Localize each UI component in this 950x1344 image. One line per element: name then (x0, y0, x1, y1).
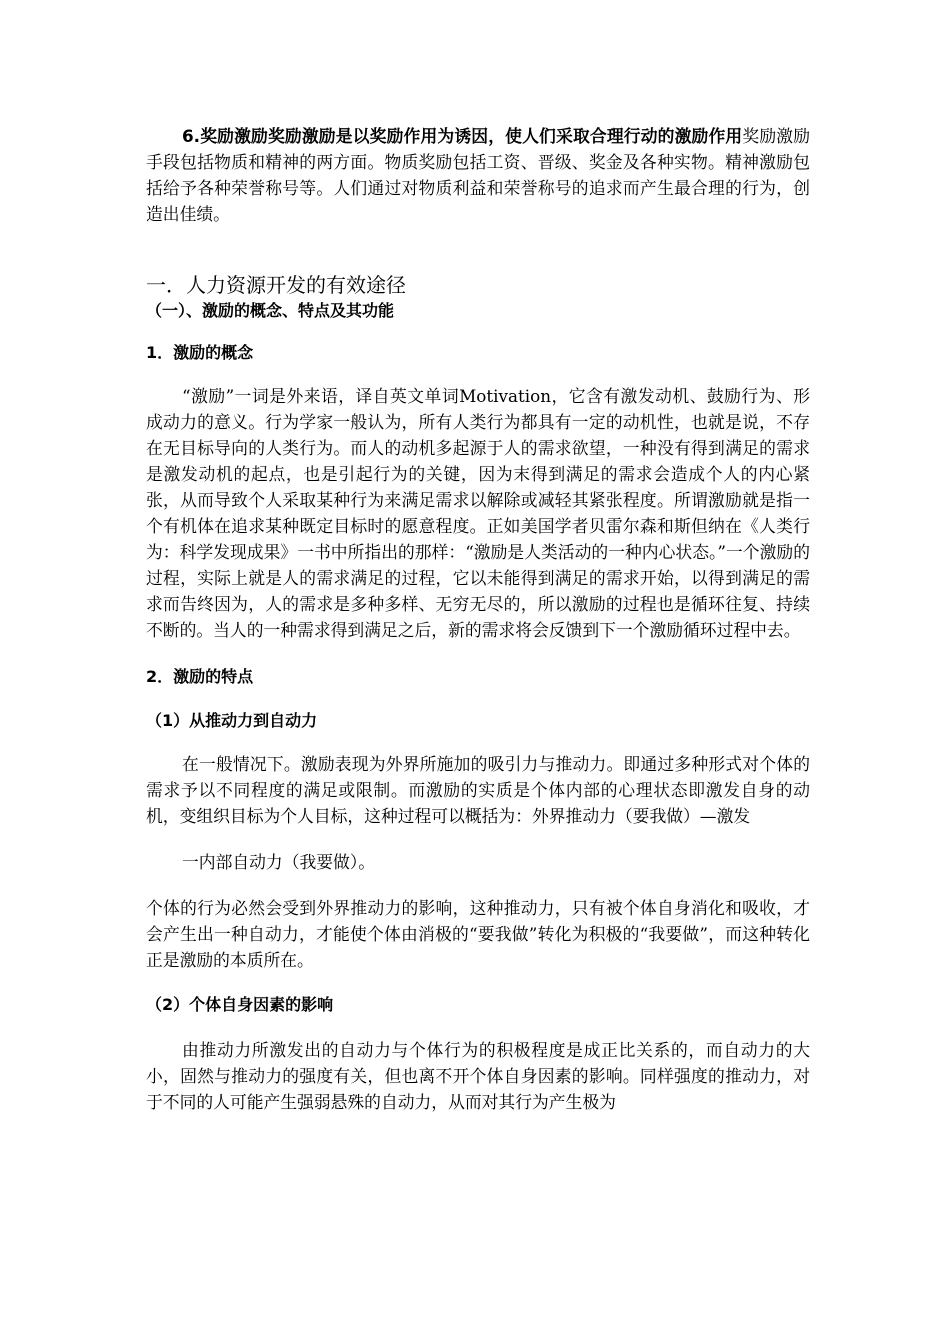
feature-2-title: （2）个体自身因素的影响 (146, 995, 334, 1014)
intro-lead: 6.奖励激励奖励激励是以奖励作用为诱因，使人们采取合理行动的激励作用 (182, 126, 743, 146)
features-heading: 2．激励的特点 (146, 667, 254, 686)
section-title: 一．人力资源开发的有效途径 (146, 273, 406, 297)
feature-1-paragraph-2: 一内部自动力（我要做）。 (182, 852, 375, 872)
feature-1-paragraph-1: 在一般情况下。激励表现为外界所施加的吸引力与推动力。即通过多种形式对个体的需求予以不同程度的满足或限制。而激励的实质是个体内部的心理状态即激发自身的动机，变组织目标为个人目标，这种过程可以概括为：外界推动力（要我做）—激发 (146, 754, 810, 826)
document-page (146, 123, 810, 1115)
feature-2-paragraph: 由推动力所激发出的自动力与个体行为的积极程度是成正比关系的，而自动力的大小，固然与推动力的强度有关，但也离不开个体自身因素的影响。同样强度的推动力，对于不同的人可能产生强弱悬殊的自动力，从而对其行为产生极为 (146, 1040, 810, 1112)
concept-heading: 1．激励的概念 (146, 343, 254, 362)
concept-paragraph: “激励”一词是外来语，译自英文单词Motivation，它含有激发动机、鼓励行为、形成动力的意义。行为学家一般认为，所有人类行为都具有一定的动机性，也就是说，不存在无目标导向的人类行为。而人的动机多起源于人的需求欲望，一种没有得到满足的需求是激发动机的起点，也是引起行为的关键，因为末得到满足的需求会造成个人的内心紧张，从而导致个人采取某种行为来满足需求以解除或减轻其紧张程度。所谓激励就是指一个有机体在追求某种既定目标时的愿意程度。正如美国学者贝雷尔森和斯但纳在《人类行为：科学发现成果》一书中所指出的那样：“激励是人类活动的一种内心状态。”一个激励的过程，实际上就是人的需求满足的过程，它以未能得到满足的需求开始，以得到满足的需求而告终因为，人的需求是多种多样、无穷无尽的，所以激励的过程也是循环往复、持续不断的。当人的一种需求得到满足之后，新的需求将会反馈到下一个激励循环过程中去。 (146, 386, 810, 640)
feature-1-paragraph-3: 个体的行为必然会受到外界推动力的影响，这种推动力，只有被个体自身消化和吸收，才会产生出一种自动力，才能使个体由消极的“要我做”转化为积极的“我要做”，而这种转化正是激励的本质所在。 (146, 898, 810, 970)
intro-paragraph (146, 123, 810, 227)
subsection-title: （一）、激励的概念、特点及其功能 (146, 301, 395, 320)
feature-1-title: （1）从推动力到自动力 (146, 711, 318, 730)
intro-body: 奖励激励手段包括物质和精神的两方面。物质奖励包括工资、晋级、奖金及各种实物。精神激励包括给予各种荣誉称号等。人们通过对物质利益和荣誉称号的追求而产生最合理的行为，创造出佳绩。 (146, 126, 810, 224)
